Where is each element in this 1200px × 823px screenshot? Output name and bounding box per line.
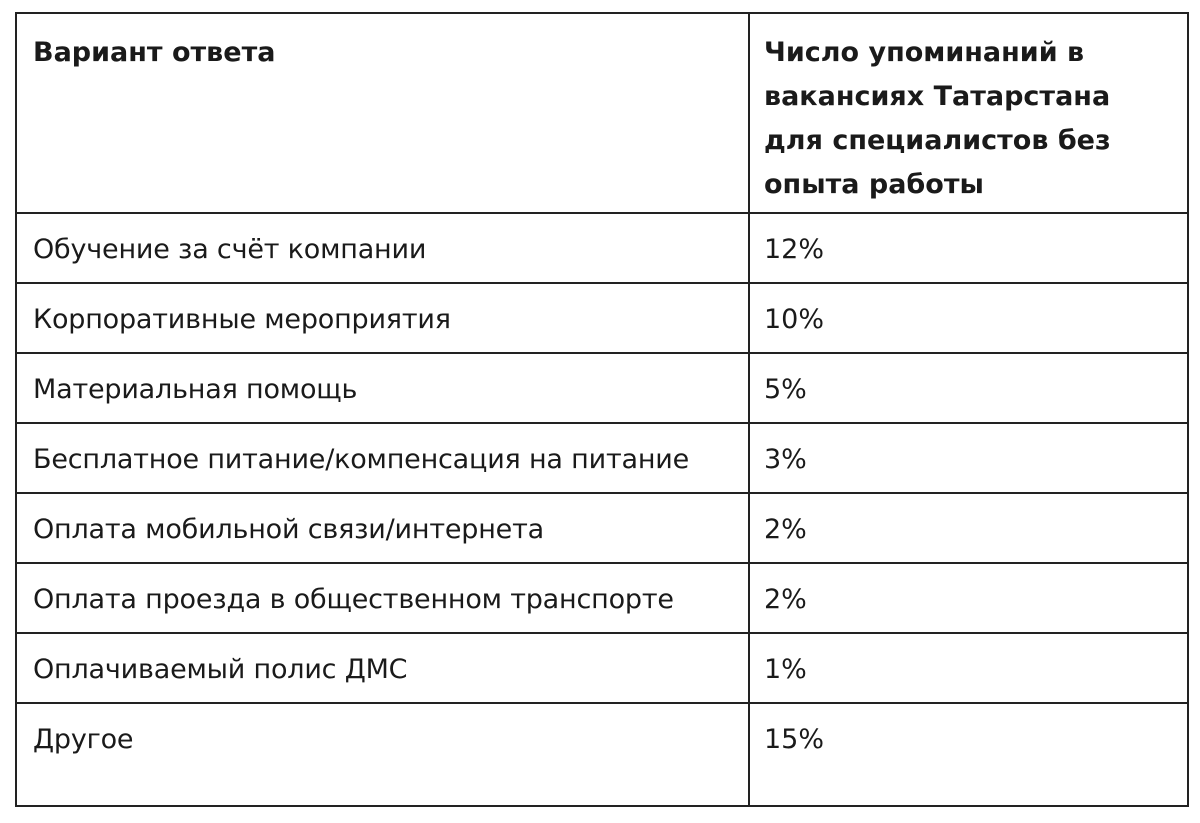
table-row bbox=[16, 353, 1188, 423]
benefits-table-container bbox=[15, 12, 1187, 805]
value-cell: 2% bbox=[749, 493, 1188, 563]
option-cell: Обучение за счёт компании bbox=[16, 213, 749, 283]
table-row bbox=[16, 283, 1188, 353]
option-cell: Бесплатное питание/компенсация на питание bbox=[16, 423, 749, 493]
value-cell: 2% bbox=[749, 563, 1188, 633]
table-row bbox=[16, 493, 1188, 563]
option-cell: Оплачиваемый полис ДМС bbox=[16, 633, 749, 703]
value-cell: 5% bbox=[749, 353, 1188, 423]
column-header-mentions: Число упоминаний в вакансиях Татарстана для специалистов без опыта работы bbox=[749, 13, 1188, 213]
option-cell: Другое bbox=[16, 703, 749, 806]
table-row bbox=[16, 703, 1188, 806]
option-cell: Материальная помощь bbox=[16, 353, 749, 423]
table-header-row bbox=[16, 13, 1188, 213]
value-cell: 1% bbox=[749, 633, 1188, 703]
option-cell: Оплата проезда в общественном транспорте bbox=[16, 563, 749, 633]
benefits-table bbox=[15, 12, 1189, 807]
value-cell: 15% bbox=[749, 703, 1188, 806]
table-row bbox=[16, 633, 1188, 703]
option-cell: Оплата мобильной связи/интернета bbox=[16, 493, 749, 563]
value-cell: 3% bbox=[749, 423, 1188, 493]
option-cell: Корпоративные мероприятия bbox=[16, 283, 749, 353]
value-cell: 12% bbox=[749, 213, 1188, 283]
table-row bbox=[16, 423, 1188, 493]
column-header-option: Вариант ответа bbox=[16, 13, 749, 213]
table-row bbox=[16, 563, 1188, 633]
table-row bbox=[16, 213, 1188, 283]
value-cell: 10% bbox=[749, 283, 1188, 353]
